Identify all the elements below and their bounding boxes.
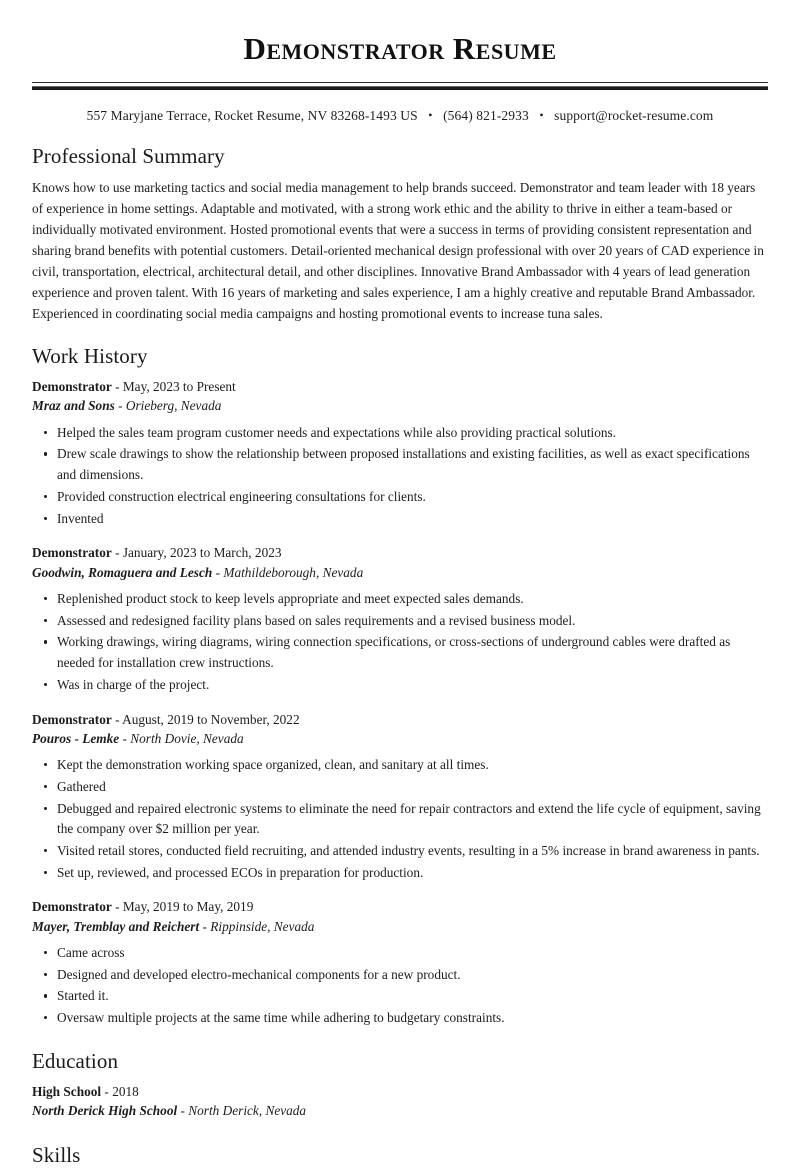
education-year: 2018 xyxy=(112,1084,139,1100)
job-title-dash: - xyxy=(115,379,120,395)
job-bullet: Kept the demonstration working space organized, clean, and sanitary at all times. xyxy=(32,755,768,776)
job-company: Mraz and Sons xyxy=(32,398,115,414)
job-title: Demonstrator xyxy=(32,545,112,561)
job-company-line xyxy=(32,396,768,415)
job-bullet: Gathered xyxy=(32,777,768,798)
job-dates: August, 2019 to November, 2022 xyxy=(122,711,300,727)
section-work-history xyxy=(32,344,768,1029)
job-bullet: Designed and developed electro-mechanical components for a new product. xyxy=(32,965,768,986)
section-skills xyxy=(32,1143,768,1168)
contact-line xyxy=(32,108,768,124)
education-school-line xyxy=(32,1101,768,1120)
section-professional-summary xyxy=(32,144,768,324)
job-title-dash: - xyxy=(115,899,120,915)
job-title-line xyxy=(32,710,768,729)
job-title-line xyxy=(32,543,768,562)
job-bullet-list xyxy=(32,755,768,883)
professional-summary-text: Knows how to use marketing tactics and social media management to help brands succeed. Demonstrator and team leader with 18 years of experience in home settings. Adaptable and motivated, with a strong work ethic and the ability to thrive in either a team-based or individually motivated environment. Hosted promotional events that were a success in terms of providing consistent representation and sharing brand benefits with potential customers. Detail-oriented mechanical design professional with over 20 years of CAD experience in civil, transportation, electrical, architectural detail, and other disciplines. Innovative Brand Ambassador with 4 years of lead generation experience and proven talent. With 16 years of marketing and sales experience, I am a highly creative and reputable Brand Ambassador. Experienced in coordinating social media campaigns and hosting promotional events to increase tuna sales. xyxy=(32,179,764,321)
section-heading-skills: Skills xyxy=(32,1142,81,1167)
job-location: Orieberg, Nevada xyxy=(125,398,222,414)
job-bullet: Started it. xyxy=(32,986,768,1007)
section-heading-professional-summary: Professional Summary xyxy=(32,143,225,168)
job-dates: January, 2023 to March, 2023 xyxy=(122,545,282,561)
contact-phone: (564) 821-2933 xyxy=(443,107,529,123)
contact-address: 557 Maryjane Terrace, Rocket Resume, NV 83268-1493 US xyxy=(86,107,418,123)
divider-thin-line xyxy=(32,82,768,83)
job-location: Mathildeborough, Nevada xyxy=(223,564,364,580)
job-dates: May, 2019 to May, 2019 xyxy=(122,899,254,915)
section-heading-work-history: Work History xyxy=(32,343,148,368)
job-title: Demonstrator xyxy=(32,379,112,395)
job-bullet: Came across xyxy=(32,943,768,964)
contact-separator-2: • xyxy=(539,107,544,122)
job-bullet: Oversaw multiple projects at the same time while adhering to budgetary constraints. xyxy=(32,1008,768,1029)
job-bullet: Working drawings, wiring diagrams, wiring connection specifications, or cross-sections of underground cables were drafted as needed for installation crew instructions. xyxy=(32,632,768,673)
job-bullet: Debugged and repaired electronic systems to eliminate the need for repair contractors and extend the life cycle of equipment, saving the company over $2 million per year. xyxy=(32,799,768,840)
education-degree: High School xyxy=(32,1084,102,1100)
job-title-line xyxy=(32,377,768,396)
job-entry xyxy=(32,710,768,884)
job-title: Demonstrator xyxy=(32,711,112,727)
job-title-dash: - xyxy=(115,711,120,727)
education-degree-dash: - xyxy=(104,1084,109,1100)
job-title-line xyxy=(32,897,768,916)
job-title-dash: - xyxy=(115,545,120,561)
job-entry xyxy=(32,897,768,1028)
job-company-line xyxy=(32,917,768,936)
job-title: Demonstrator xyxy=(32,899,112,915)
job-company-dash: - xyxy=(122,730,127,746)
job-company-line xyxy=(32,729,768,748)
section-heading-education: Education xyxy=(32,1048,119,1073)
job-bullet-list xyxy=(32,589,768,696)
job-company-dash: - xyxy=(118,398,123,414)
job-bullet: Assessed and redesigned facility plans based on sales requirements and a revised business model. xyxy=(32,611,768,632)
job-bullet: Helped the sales team program customer needs and expectations while also providing practical solutions. xyxy=(32,423,768,444)
education-location: North Derick, Nevada xyxy=(188,1103,307,1119)
job-entry xyxy=(32,543,768,695)
job-company: Pouros - Lemke xyxy=(32,730,120,746)
job-company: Mayer, Tremblay and Reichert xyxy=(32,918,200,934)
section-education xyxy=(32,1049,768,1121)
education-entry xyxy=(32,1082,768,1121)
job-bullet-list xyxy=(32,943,768,1029)
job-bullet: Visited retail stores, conducted field recruiting, and attended industry events, resulting in a 5% increase in brand awareness in pants. xyxy=(32,841,768,862)
job-bullet: Invented xyxy=(32,509,768,530)
job-bullet: Was in charge of the project. xyxy=(32,675,768,696)
education-degree-line xyxy=(32,1082,768,1101)
education-school-dash: - xyxy=(180,1103,185,1119)
job-company: Goodwin, Romaguera and Lesch xyxy=(32,564,213,580)
page-title: Demonstrator Resume xyxy=(243,31,557,66)
job-bullet: Set up, reviewed, and processed ECOs in preparation for production. xyxy=(32,863,768,884)
job-location: North Dovie, Nevada xyxy=(130,730,244,746)
divider-thick-line xyxy=(32,86,768,90)
contact-email: support@rocket-resume.com xyxy=(554,107,714,123)
header-divider xyxy=(32,82,768,91)
contact-separator-1: • xyxy=(428,107,433,122)
job-bullet: Drew scale drawings to show the relationship between proposed installations and existing facilities, as well as exact specifications and dimensions. xyxy=(32,444,768,485)
job-bullet: Replenished product stock to keep levels appropriate and meet expected sales demands. xyxy=(32,589,768,610)
job-entry xyxy=(32,377,768,529)
job-bullet: Provided construction electrical engineering consultations for clients. xyxy=(32,487,768,508)
job-company-dash: - xyxy=(202,918,207,934)
job-company-line xyxy=(32,563,768,582)
education-school: North Derick High School xyxy=(32,1103,178,1119)
job-bullet-list xyxy=(32,423,768,530)
job-company-dash: - xyxy=(215,564,221,580)
job-dates: May, 2023 to Present xyxy=(122,379,236,395)
job-location: Rippinside, Nevada xyxy=(210,918,315,934)
